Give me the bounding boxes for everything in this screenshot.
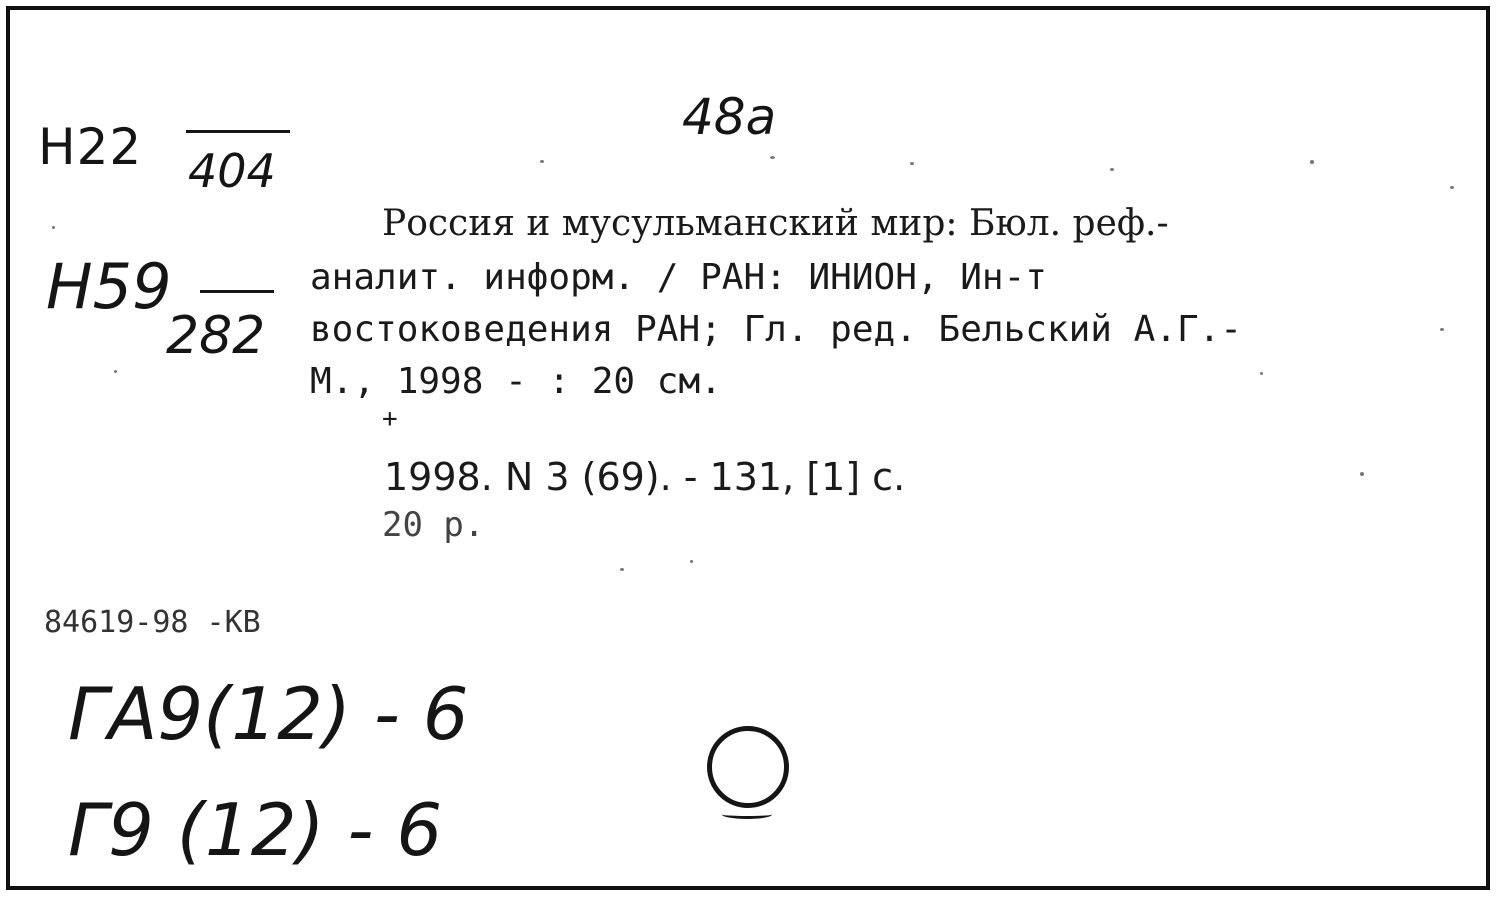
description-line-4: М., 1998 - : 20 см.: [310, 361, 722, 402]
scan-speck: [690, 560, 693, 563]
scan-speck: [540, 160, 544, 163]
shelf-mark-1-right: 404: [188, 144, 276, 198]
circle-stamp: [707, 726, 789, 808]
scan-speck: [1260, 372, 1263, 375]
class-mark-1: ГА9(12) - 6: [68, 672, 469, 756]
scan-speck: [910, 162, 914, 165]
description-line-3: востоковедения РАН; Гл. ред. Бельский А.Г.-: [310, 309, 1242, 350]
catalog-card: [6, 6, 1490, 890]
shelf-mark-1-divider: [186, 130, 290, 133]
description-line-1: Россия и мусульманский мир: Бюл. реф.-: [382, 203, 1169, 244]
scan-speck: [1110, 168, 1114, 171]
circle-stamp-tail: [722, 810, 772, 819]
top-code: 48a: [682, 88, 777, 146]
scan-speck: [770, 156, 775, 159]
card-number: 84619-98 -КВ: [44, 605, 261, 640]
issue-line: 1998. N 3 (69). - 131, [1] с.: [384, 455, 906, 499]
scan-speck: [1440, 328, 1444, 331]
description-line-2: аналит. информ. / РАН: ИНИОН, Ин-т: [310, 257, 1047, 298]
price: 20 р.: [382, 505, 485, 545]
scan-speck: [114, 370, 117, 373]
class-mark-2: Г9 (12) - 6: [68, 788, 443, 872]
scan-speck: [52, 226, 55, 229]
shelf-mark-1-left: H22: [38, 118, 143, 176]
plus-mark: +: [382, 404, 398, 434]
shelf-mark-2-divider: [200, 290, 274, 293]
scan-speck: [1450, 186, 1454, 189]
scan-speck: [1360, 472, 1364, 476]
shelf-mark-2-left: H59: [46, 250, 172, 323]
scan-speck: [620, 568, 624, 571]
shelf-mark-2-right: 282: [166, 306, 266, 366]
scan-speck: [1310, 160, 1314, 164]
